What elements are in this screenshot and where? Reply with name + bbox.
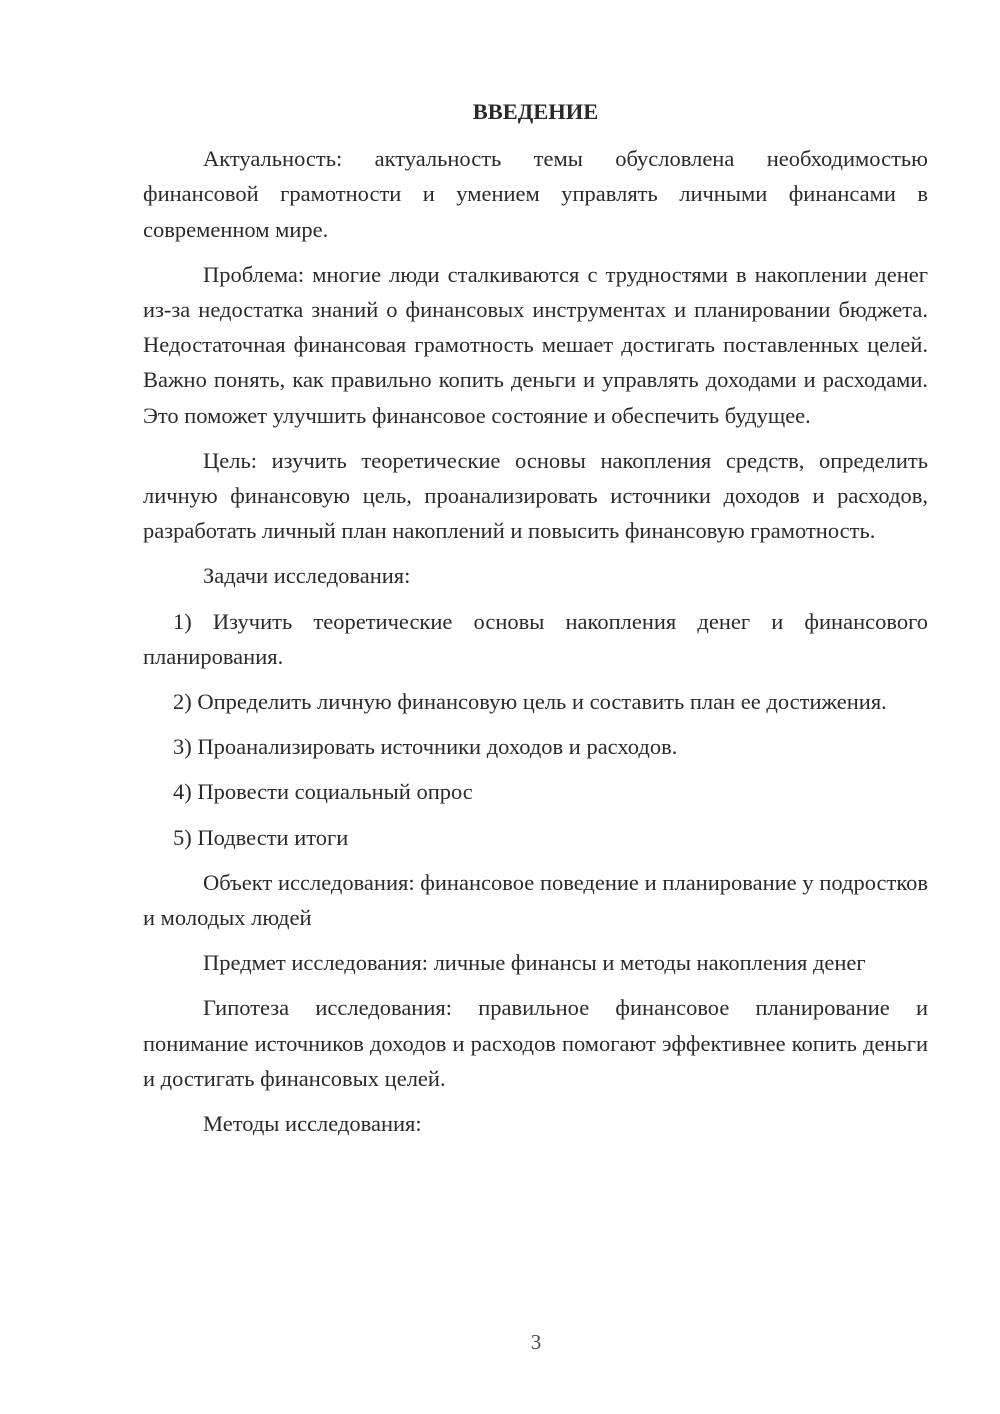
task-item-3: 3) Проанализировать источники доходов и расходов. <box>173 734 678 760</box>
paragraph-relevance: Актуальность: актуальность темы обусловлена необходимостью финансовой грамотности и умением управлять личными финансами в современном мире. <box>143 146 928 242</box>
paragraph-methods: Методы исследования: <box>203 1111 422 1137</box>
tasks-heading: Задачи исследования: <box>203 563 411 589</box>
paragraph-subject: Предмет исследования: личные финансы и методы накопления денег <box>203 950 866 976</box>
paragraph-hypothesis: Гипотеза исследования: правильное финансовое планирование и понимание источников доходов и расходов помогают эффективнее копить деньги и достигать финансовых целей. <box>143 995 928 1091</box>
task-item-4: 4) Провести социальный опрос <box>173 779 473 805</box>
task-item-1: 1) Изучить теоретические основы накопления денег и финансового планирования. <box>143 608 928 669</box>
document-body <box>143 94 928 1151</box>
paragraph-goal: Цель: изучить теоретические основы накопления средств, определить личную финансовую цель, проанализировать источники доходов и расходов, разработать личный план накоплений и повысить финансовую грамотность. <box>143 447 928 544</box>
task-item-5: 5) Подвести итоги <box>173 824 349 850</box>
page-number: 3 <box>530 1330 542 1354</box>
task-item-2: 2) Определить личную финансовую цель и составить план ее достижения. <box>173 689 887 715</box>
paragraph-object: Объект исследования: финансовое поведение и планирование у подростков и молодых людей <box>143 869 928 931</box>
section-heading: ВВЕДЕНИЕ <box>472 99 599 124</box>
paragraph-problem: Проблема: многие люди сталкиваются с трудностями в накоплении денег из-за недостатка знаний о финансовых инструментах и планировании бюджета. Недостаточная финансовая грамотность мешает достигать поставленных целей. Важно понять, как правильно копить деньги и управлять доходами и расходами. Это поможет улучшить финансовое состояние и обеспечить будущее. <box>143 261 928 428</box>
